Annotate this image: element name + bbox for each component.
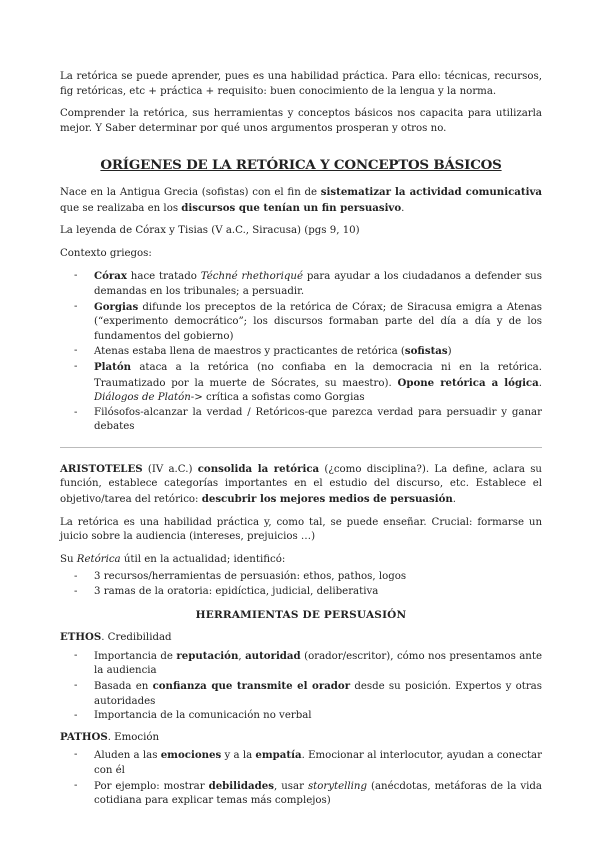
list-item: - Córax hace tratado Téchné rhethoriqué para ayudar a los ciudadanos a defender sus demandas en los tribunales; a persuadir.	[74, 270, 542, 297]
aristoteles-paragraph: ARISTOTELES (IV a.C.) consolida la retórica (¿como disciplina?). La define, aclara su función, establece categorías importantes en el estudio del discurso, etc. Establece el objetivo/tarea del retórico: descubrir los mejores medios de persuasión.	[60, 462, 542, 506]
list-item: - Importancia de la comunicación no verbal	[74, 710, 312, 722]
practical-skill-paragraph: La retórica es una habilidad práctica y, como tal, se puede enseñar. Crucial: formarse un juicio sobre la audiencia (intereses, prejuicios …)	[60, 516, 542, 543]
list-item: - 3 recursos/herramientas de persuasión: ethos, pathos, logos	[74, 571, 407, 583]
intro-paragraph-1: La retórica se puede aprender, pues es una habilidad práctica. Para ello: técnicas, recursos, fig retóricas, etc + práctica + requisito: buen conocimiento de la lengua y la norma.	[60, 71, 542, 97]
intro-paragraph-2: Comprender la retórica, sus herramientas y conceptos básicos nos capacita para utilizarla mejor. Y Saber determinar por qué unos argumentos prosperan y otros no.	[60, 108, 542, 134]
list-item: - Gorgias difunde los preceptos de la retórica de Córax; de Siracusa emigra a Atenas (“experimento democrático”; los discursos formaban parte del día a día y de los fundamentos del gobierno)	[74, 300, 542, 342]
ethos-heading: ETHOS. Credibilidad	[60, 631, 172, 644]
list-item: - Platón ataca a la retórica (no confiaba en la democracia ni en la retórica. Traumatizado por la muerte de Sócrates, su maestro). Opone retórica a lógica. Diálogos de Platón-> crítica a sofistas como Gorgias	[74, 360, 542, 404]
retorica-paragraph: Su Retórica útil en la actualidad; identificó:	[60, 553, 286, 565]
list-item: - Filósofos-alcanzar la verdad / Retóricos-que parezca verdad para persuadir y ganar debates	[74, 406, 542, 433]
legend-line: La leyenda de Córax y Tisias (V a.C., Siracusa) (pgs 9, 10)	[60, 225, 360, 237]
ethos-list	[60, 649, 542, 724]
list-item: - 3 ramas de la oratoria: epidíctica, judicial, deliberativa	[74, 586, 379, 598]
section-title-origenes: ORÍGENES DE LA RETÓRICA Y CONCEPTOS BÁSICOS	[100, 157, 502, 174]
section-divider	[60, 447, 542, 448]
section-title-herramientas: HERRAMIENTAS DE PERSUASIÓN	[195, 608, 407, 621]
pathos-list	[60, 748, 542, 808]
list-item: - Basada en confianza que transmite el orador desde su posición. Expertos y otras autoridades	[74, 680, 542, 707]
list-item: - Importancia de reputación, autoridad (orador/escritor), cómo nos presentamos ante la audiencia	[74, 649, 542, 677]
context-label: Contexto griegos:	[60, 247, 152, 259]
list-item: - Atenas estaba llena de maestros y practicantes de retórica (sofistas)	[74, 345, 452, 358]
greek-context-list	[60, 269, 542, 435]
list-item: - Aluden a las emociones y a la empatía. Emocionar al interlocutor, ayudan a conectar con él	[74, 749, 542, 776]
list-item: - Por ejemplo: mostrar debilidades, usar storytelling (anécdotas, metáforas de la vida cotidiana para explicar temas más complejos)	[74, 779, 543, 807]
aristoteles-list	[60, 570, 542, 599]
origin-paragraph: Nace en la Antigua Grecia (sofistas) con el fin de sistematizar la actividad comunicativa que se realizaba en los discursos que tenían un fin persuasivo.	[60, 185, 542, 214]
pathos-heading: PATHOS. Emoción	[60, 730, 160, 743]
